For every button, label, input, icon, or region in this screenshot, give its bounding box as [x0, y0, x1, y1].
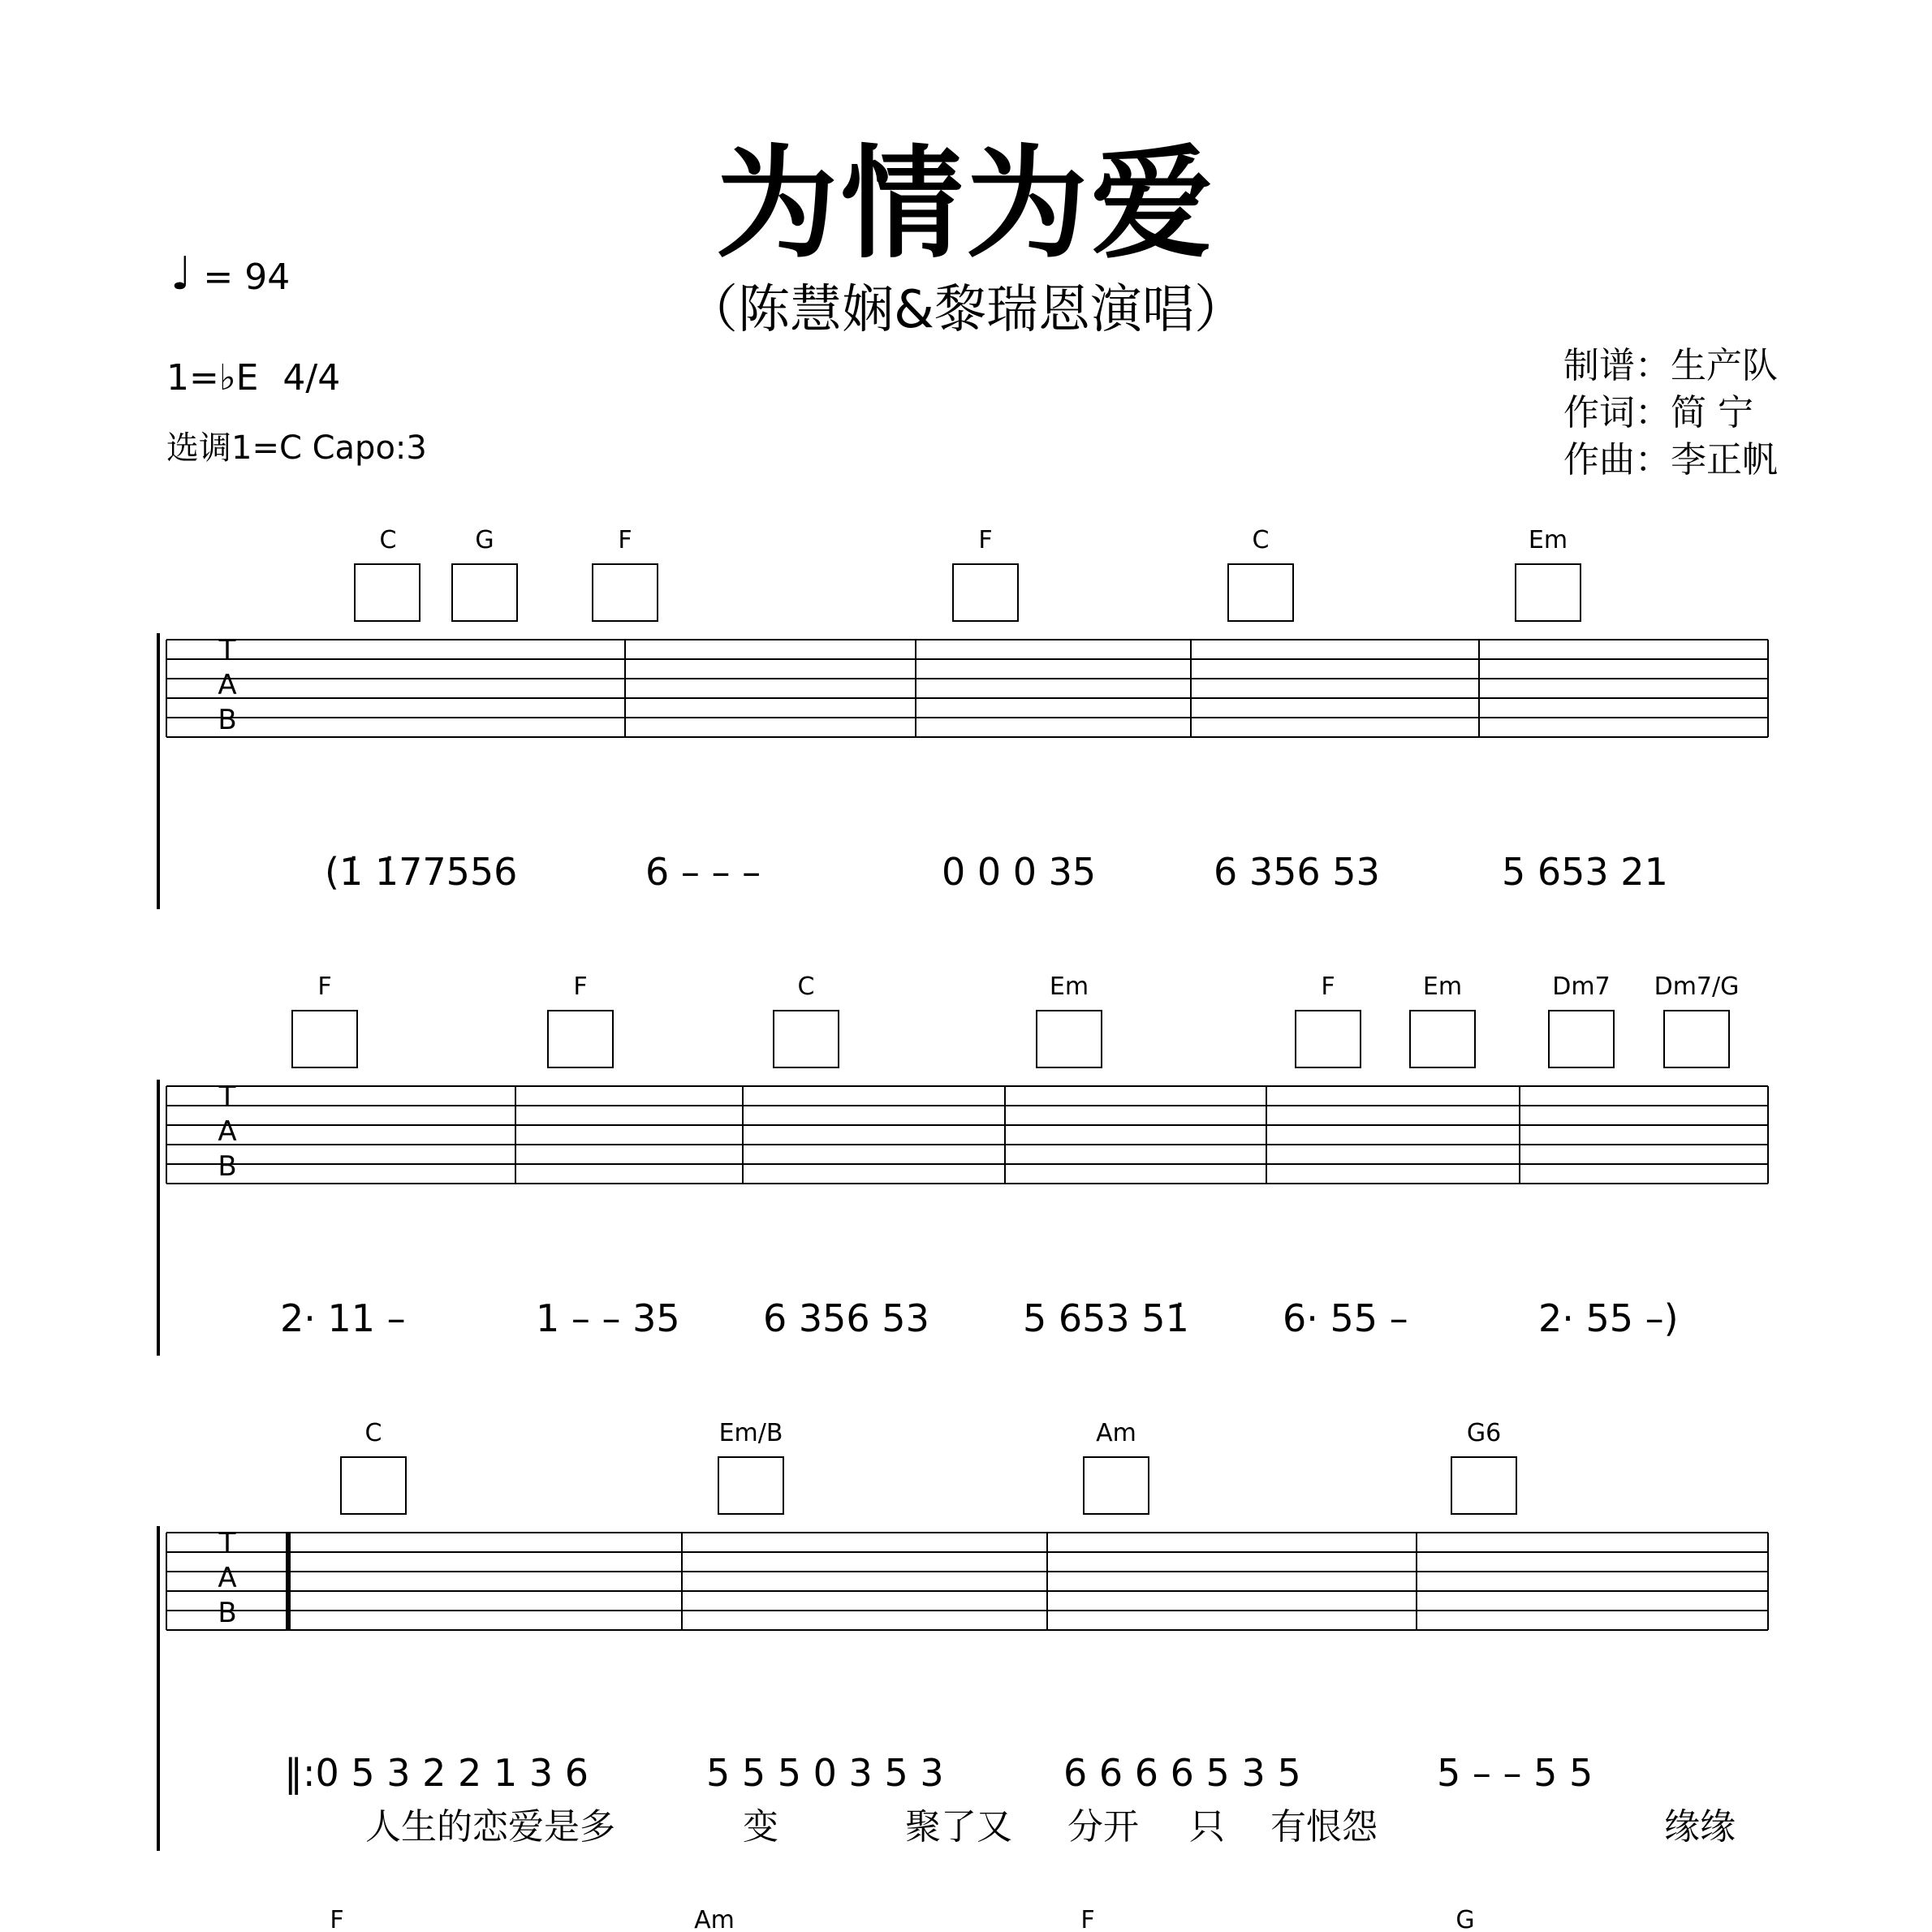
- svg-text:A: A: [218, 1115, 237, 1148]
- song-title: 为情为爱: [715, 134, 1216, 275]
- svg-text:C: C: [797, 972, 815, 1001]
- svg-text:2· 55 –): 2· 55 –): [1538, 1296, 1679, 1340]
- tab-staff: [166, 1533, 1768, 1630]
- chord-name: F: [618, 526, 632, 554]
- credit-lyricist: 作词：简 宁: [1563, 392, 1753, 433]
- capo-info: 选调1=C Capo:3: [166, 429, 427, 467]
- svg-text:F: F: [573, 972, 588, 1001]
- tempo-value: = 94: [203, 257, 291, 298]
- svg-text:A: A: [218, 1562, 237, 1594]
- tab-label: B: [218, 704, 237, 736]
- chord-name: F: [978, 526, 993, 554]
- svg-text:G6: G6: [1466, 1419, 1502, 1447]
- svg-text:F: F: [330, 1906, 344, 1932]
- credits: [1563, 343, 1778, 484]
- lyric: 聚了又: [905, 1806, 1012, 1848]
- song-subtitle: （陈慧娴&黎瑞恩演唱）: [686, 280, 1246, 340]
- lyric: 变: [743, 1806, 778, 1848]
- tab-staff: [166, 640, 1768, 737]
- svg-text:1 – – 35: 1 – – 35: [536, 1296, 680, 1340]
- svg-text:F: F: [1321, 972, 1335, 1001]
- svg-text:Em: Em: [1049, 972, 1089, 1001]
- score-system-2: [0, 966, 1932, 1372]
- key-signature: 1=♭E 4/4: [166, 357, 341, 399]
- jianpu-measure: 0 0 0 35: [942, 850, 1097, 894]
- svg-text:5 653 51̇: 5 653 51̇: [1023, 1296, 1189, 1340]
- tab-staff: [166, 1086, 1768, 1184]
- chord-diagrams: [355, 526, 1581, 621]
- svg-text:5 5 5 0 3 5 3: 5 5 5 0 3 5 3: [706, 1751, 944, 1795]
- lyric: 人生的恋爱是多: [365, 1806, 615, 1848]
- svg-text:F: F: [1080, 1906, 1095, 1932]
- lyric: 只: [1189, 1806, 1225, 1848]
- quarter-note-icon: ♩: [170, 248, 192, 300]
- svg-text:Em/B: Em/B: [718, 1419, 783, 1447]
- svg-text:T: T: [218, 1080, 236, 1113]
- svg-text:B: B: [218, 1597, 237, 1629]
- svg-text:2· 11 –: 2· 11 –: [280, 1296, 406, 1340]
- credit-composer: 作曲：李正帆: [1563, 439, 1778, 481]
- svg-text:B: B: [218, 1150, 237, 1183]
- jianpu-measure: (1̇ 1̇77556: [325, 850, 518, 894]
- chord-name: Em: [1528, 526, 1568, 554]
- score-system-1: [0, 520, 1932, 925]
- svg-text:5 – – 5 5: 5 – – 5 5: [1437, 1751, 1593, 1795]
- svg-text:6 356 53: 6 356 53: [763, 1296, 929, 1340]
- tab-label: T: [218, 634, 236, 666]
- svg-text:Em: Em: [1422, 972, 1463, 1001]
- credit-arranger: 制谱：生产队: [1563, 345, 1778, 386]
- svg-text:6 6 6 6 5 3 5: 6 6 6 6 5 3 5: [1063, 1751, 1301, 1795]
- lyric: 分开: [1067, 1806, 1139, 1848]
- lyric: 有恨怨: [1270, 1806, 1378, 1848]
- svg-text:F: F: [317, 972, 332, 1001]
- svg-text:C: C: [364, 1419, 382, 1447]
- chord-name: G: [475, 526, 494, 554]
- chord-name: C: [1252, 526, 1270, 554]
- chord-diagrams: [341, 1419, 1516, 1514]
- jianpu-measure: 5 653 21: [1502, 850, 1668, 894]
- svg-text:T: T: [218, 1527, 236, 1559]
- chord-diagrams: [292, 972, 1739, 1067]
- jianpu-measure: 6 356 53: [1214, 850, 1380, 894]
- score-system-3: [0, 1412, 1932, 1867]
- tab-label: A: [218, 669, 237, 701]
- svg-text:Dm7/G: Dm7/G: [1654, 972, 1740, 1001]
- svg-text:G: G: [1455, 1906, 1475, 1932]
- score-system-4: [0, 1900, 1932, 1932]
- svg-text:6· 55 –: 6· 55 –: [1283, 1296, 1408, 1340]
- lyric: 缘缘: [1664, 1806, 1736, 1848]
- svg-text:Am: Am: [694, 1906, 735, 1932]
- time-signature: 4/4: [282, 357, 341, 399]
- chord-name: C: [379, 526, 397, 554]
- svg-text:‖:0 5 3 2 2 1 3 6: ‖:0 5 3 2 2 1 3 6: [284, 1751, 589, 1795]
- svg-text:Am: Am: [1096, 1419, 1136, 1447]
- svg-text:Dm7: Dm7: [1552, 972, 1611, 1001]
- tempo-mark: [170, 248, 290, 300]
- jianpu-measure: 6 – – –: [645, 850, 761, 894]
